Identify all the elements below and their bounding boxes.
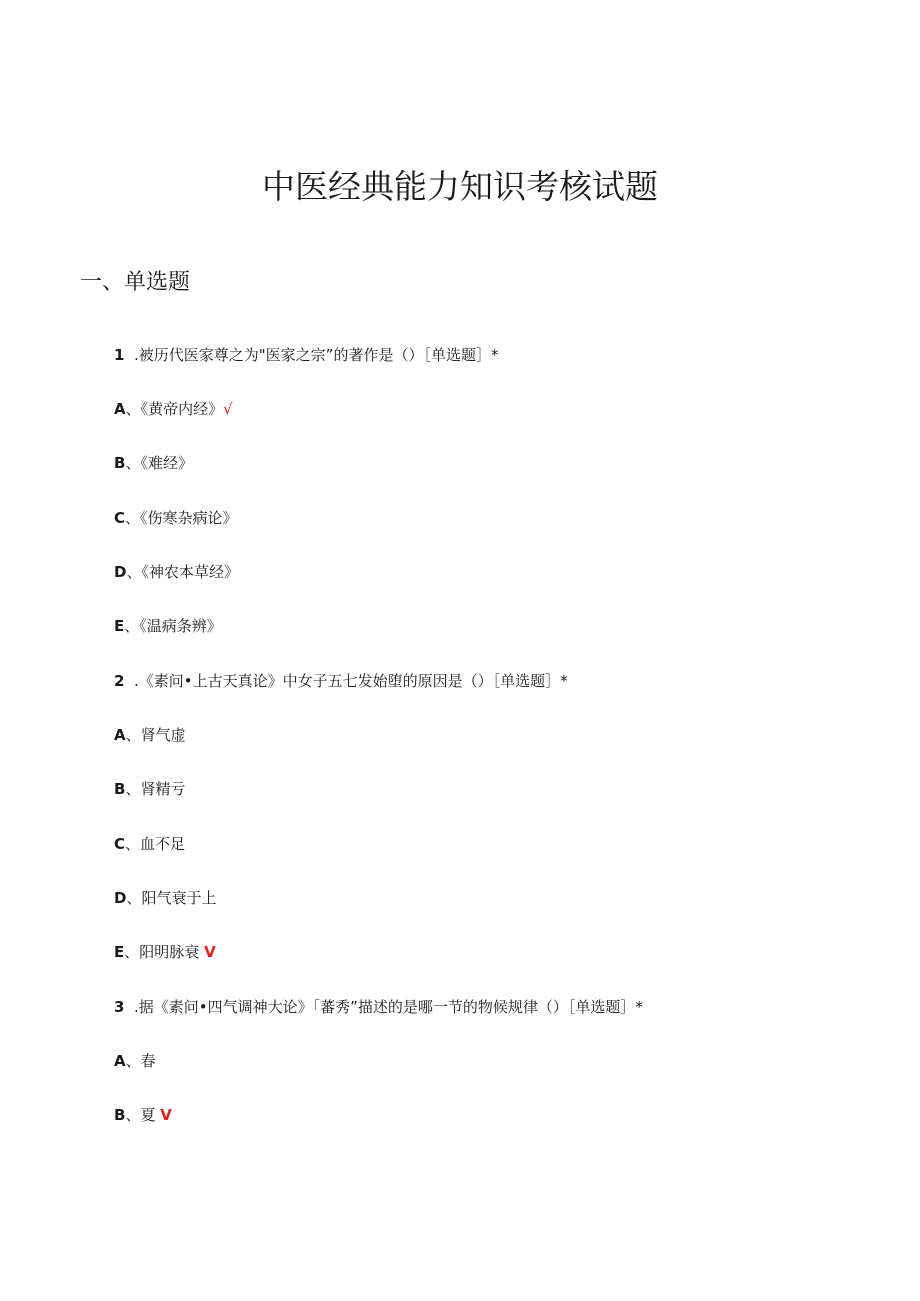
question-1-option-b[interactable] — [114, 452, 193, 474]
question-2-option-b[interactable] — [114, 778, 185, 800]
option-text: 夏 — [140, 1106, 156, 1124]
option-letter: D — [114, 563, 127, 581]
option-letter: A — [114, 726, 126, 744]
option-text: 肾气虚 — [140, 726, 186, 744]
option-separator: 、 — [125, 454, 141, 472]
option-letter: C — [114, 509, 126, 527]
question-3-option-b[interactable] — [114, 1104, 172, 1126]
question-2-option-d[interactable] — [114, 887, 216, 909]
option-separator: 、 — [124, 943, 140, 961]
question-number: 3 — [114, 998, 125, 1016]
option-separator: 、 — [124, 617, 140, 635]
question-3-option-a[interactable] — [114, 1050, 156, 1072]
option-letter: C — [114, 835, 126, 853]
option-letter: B — [114, 454, 126, 472]
option-separator: 、 — [125, 780, 141, 798]
question-number: 1 — [114, 346, 125, 364]
option-separator: 、 — [125, 1106, 141, 1124]
question-text: .据《素问•四气调神大论》「蕃秀”描述的是哪一节的物候规律（）［单选题］* — [134, 998, 643, 1016]
correct-answer-mark: √ — [223, 400, 233, 418]
option-text: 《神农本草经》 — [141, 563, 239, 581]
option-text: 血不足 — [140, 835, 186, 853]
page-title: 中医经典能力知识考核试题 — [262, 167, 658, 206]
option-text: 《温病条辨》 — [139, 617, 222, 635]
question-1-option-d[interactable] — [114, 561, 239, 583]
option-separator: 、 — [126, 889, 142, 907]
question-1-option-a[interactable] — [114, 398, 233, 420]
option-text: 《伤寒杂病论》 — [140, 509, 238, 527]
question-2 — [114, 670, 568, 692]
question-2-option-a[interactable] — [114, 724, 186, 746]
option-separator: 、 — [125, 509, 141, 527]
option-letter: A — [114, 400, 126, 418]
option-letter: E — [114, 617, 125, 635]
option-text: 《难经》 — [140, 454, 193, 472]
question-number: 2 — [114, 672, 125, 690]
option-separator: 、 — [125, 400, 141, 418]
question-text: .被历代医家尊之为"医家之宗”的著作是（）［单选题］* — [134, 346, 499, 364]
option-text: 阳气衰于上 — [141, 889, 217, 907]
question-1 — [114, 344, 498, 366]
option-separator: 、 — [126, 563, 142, 581]
option-letter: B — [114, 1106, 126, 1124]
option-letter: E — [114, 943, 125, 961]
option-text: 阳明脉衰 — [139, 943, 200, 961]
question-text: .《素问•上古天真论》中女子五七发始堕的原因是（）［单选题］* — [134, 672, 568, 690]
option-separator: 、 — [125, 1052, 141, 1070]
question-1-option-e[interactable] — [114, 615, 222, 637]
section-heading: 一、单选题 — [80, 270, 191, 295]
question-1-option-c[interactable] — [114, 507, 238, 529]
option-separator: 、 — [125, 835, 141, 853]
question-2-option-c[interactable] — [114, 833, 185, 855]
option-letter: B — [114, 780, 126, 798]
option-letter: A — [114, 1052, 126, 1070]
option-text: 春 — [140, 1052, 156, 1070]
option-text: 《黄帝内经》 — [140, 400, 224, 418]
correct-answer-mark: V — [160, 1106, 172, 1124]
question-3 — [114, 996, 643, 1018]
option-letter: D — [114, 889, 127, 907]
option-text: 肾精亏 — [140, 780, 186, 798]
correct-answer-mark: V — [204, 943, 216, 961]
question-2-option-e[interactable] — [114, 941, 216, 963]
option-separator: 、 — [125, 726, 141, 744]
